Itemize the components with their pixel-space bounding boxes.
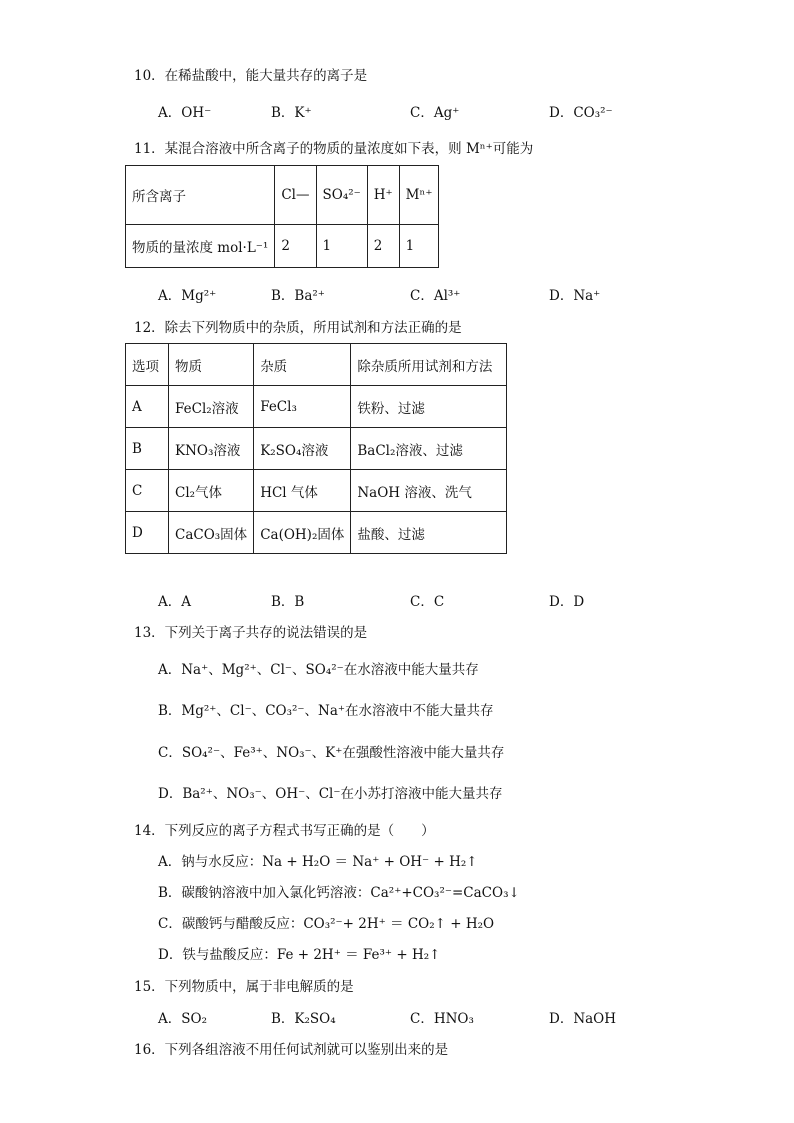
q15-option-a: A．SO₂ <box>158 1011 207 1027</box>
q11-value-cl: 2 <box>275 225 316 268</box>
q11-header-cl: Cl— <box>275 166 316 225</box>
q11-value-so4: 1 <box>316 225 367 268</box>
q12-d-impurity: Ca(OH)₂固体 <box>254 512 351 554</box>
q11-value-h: 2 <box>367 225 399 268</box>
q12-b-option: B <box>126 428 169 470</box>
q12-b-substance: KNO₃溶液 <box>169 428 254 470</box>
q12-a-method: 铁粉、过滤 <box>351 386 507 428</box>
q12-b-impurity: K₂SO₄溶液 <box>254 428 351 470</box>
q13-option-b: B．Mg²⁺、Cl⁻、CO₃²⁻、Na⁺在水溶液中不能大量共存 <box>158 703 494 719</box>
q15-option-d: D．NaOH <box>549 1011 617 1027</box>
q14-option-d: D．铁与盐酸反应：Fe + 2H⁺ ＝ Fe³⁺ + H₂↑ <box>158 947 441 963</box>
q12-a-option: A <box>126 386 169 428</box>
q15-option-b: B．K₂SO₄ <box>271 1011 336 1027</box>
q11-ion-table <box>125 165 439 268</box>
q13-option-c: C．SO₄²⁻、Fe³⁺、NO₃⁻、K⁺在强酸性溶液中能大量共存 <box>158 745 505 761</box>
q12-option-a: A．A <box>158 594 191 610</box>
q12-a-substance: FeCl₂溶液 <box>169 386 254 428</box>
q13-option-a: A．Na⁺、Mg²⁺、Cl⁻、SO₄²⁻在水溶液中能大量共存 <box>158 662 479 678</box>
question-10-stem: 10．在稀盐酸中，能大量共存的离子是 <box>134 68 368 84</box>
q12-header-option: 选项 <box>126 344 169 386</box>
q14-option-a: A．钠与水反应：Na + H₂O ＝ Na⁺ + OH⁻ + H₂↑ <box>158 854 478 870</box>
q12-header-impurity: 杂质 <box>254 344 351 386</box>
q12-header-method: 除杂质所用试剂和方法 <box>351 344 507 386</box>
q11-header-m: Mⁿ⁺ <box>399 166 439 225</box>
q13-option-d: D．Ba²⁺、NO₃⁻、OH⁻、Cl⁻在小苏打溶液中能大量共存 <box>158 786 503 802</box>
q12-c-method: NaOH 溶液、洗气 <box>351 470 507 512</box>
q12-option-d: D．D <box>549 594 585 610</box>
question-15-stem: 15．下列物质中，属于非电解质的是 <box>134 979 354 995</box>
q14-option-c: C．碳酸钙与醋酸反应：CO₃²⁻+ 2H⁺ ＝ CO₂↑ + H₂O <box>158 916 495 932</box>
q15-option-c: C．HNO₃ <box>410 1011 474 1027</box>
q12-d-method: 盐酸、过滤 <box>351 512 507 554</box>
q12-d-option: D <box>126 512 169 554</box>
q12-c-substance: Cl₂气体 <box>169 470 254 512</box>
q12-option-c: C．C <box>410 594 445 610</box>
q10-option-b: B．K⁺ <box>271 105 312 121</box>
q11-option-c: C．Al³⁺ <box>410 288 461 304</box>
q10-option-d: D．CO₃²⁻ <box>549 105 613 121</box>
table-row <box>126 512 507 554</box>
q11-option-d: D．Na⁺ <box>549 288 601 304</box>
q11-value-m: 1 <box>399 225 439 268</box>
q12-b-method: BaCl₂溶液、过滤 <box>351 428 507 470</box>
question-12-stem: 12．除去下列物质中的杂质，所用试剂和方法正确的是 <box>134 320 462 336</box>
question-14-stem: 14．下列反应的离子方程式书写正确的是（ ） <box>134 823 435 839</box>
q12-d-substance: CaCO₃固体 <box>169 512 254 554</box>
q12-impurity-table <box>125 343 507 554</box>
q12-c-impurity: HCl 气体 <box>254 470 351 512</box>
question-11-stem: 11．某混合溶液中所含离子的物质的量浓度如下表，则 Mⁿ⁺可能为 <box>134 141 534 157</box>
q11-header-ion: 所含离子 <box>126 166 275 225</box>
question-13-stem: 13．下列关于离子共存的说法错误的是 <box>134 625 368 641</box>
q12-a-impurity: FeCl₃ <box>254 386 351 428</box>
table-row <box>126 428 507 470</box>
q12-option-b: B．B <box>271 594 305 610</box>
question-16-stem: 16．下列各组溶液不用任何试剂就可以鉴别出来的是 <box>134 1042 449 1058</box>
q11-row-label: 物质的量浓度 mol·L⁻¹ <box>126 225 275 268</box>
q11-option-b: B．Ba²⁺ <box>271 288 325 304</box>
table-row <box>126 386 507 428</box>
q11-option-a: A．Mg²⁺ <box>158 288 217 304</box>
table-row <box>126 470 507 512</box>
q12-header-substance: 物质 <box>169 344 254 386</box>
q12-c-option: C <box>126 470 169 512</box>
q10-option-c: C．Ag⁺ <box>410 105 460 121</box>
q14-option-b: B．碳酸钠溶液中加入氯化钙溶液：Ca²⁺+CO₃²⁻=CaCO₃↓ <box>158 885 520 901</box>
q10-option-a: A．OH⁻ <box>158 105 212 121</box>
q11-header-so4: SO₄²⁻ <box>316 166 367 225</box>
q11-header-h: H⁺ <box>367 166 399 225</box>
